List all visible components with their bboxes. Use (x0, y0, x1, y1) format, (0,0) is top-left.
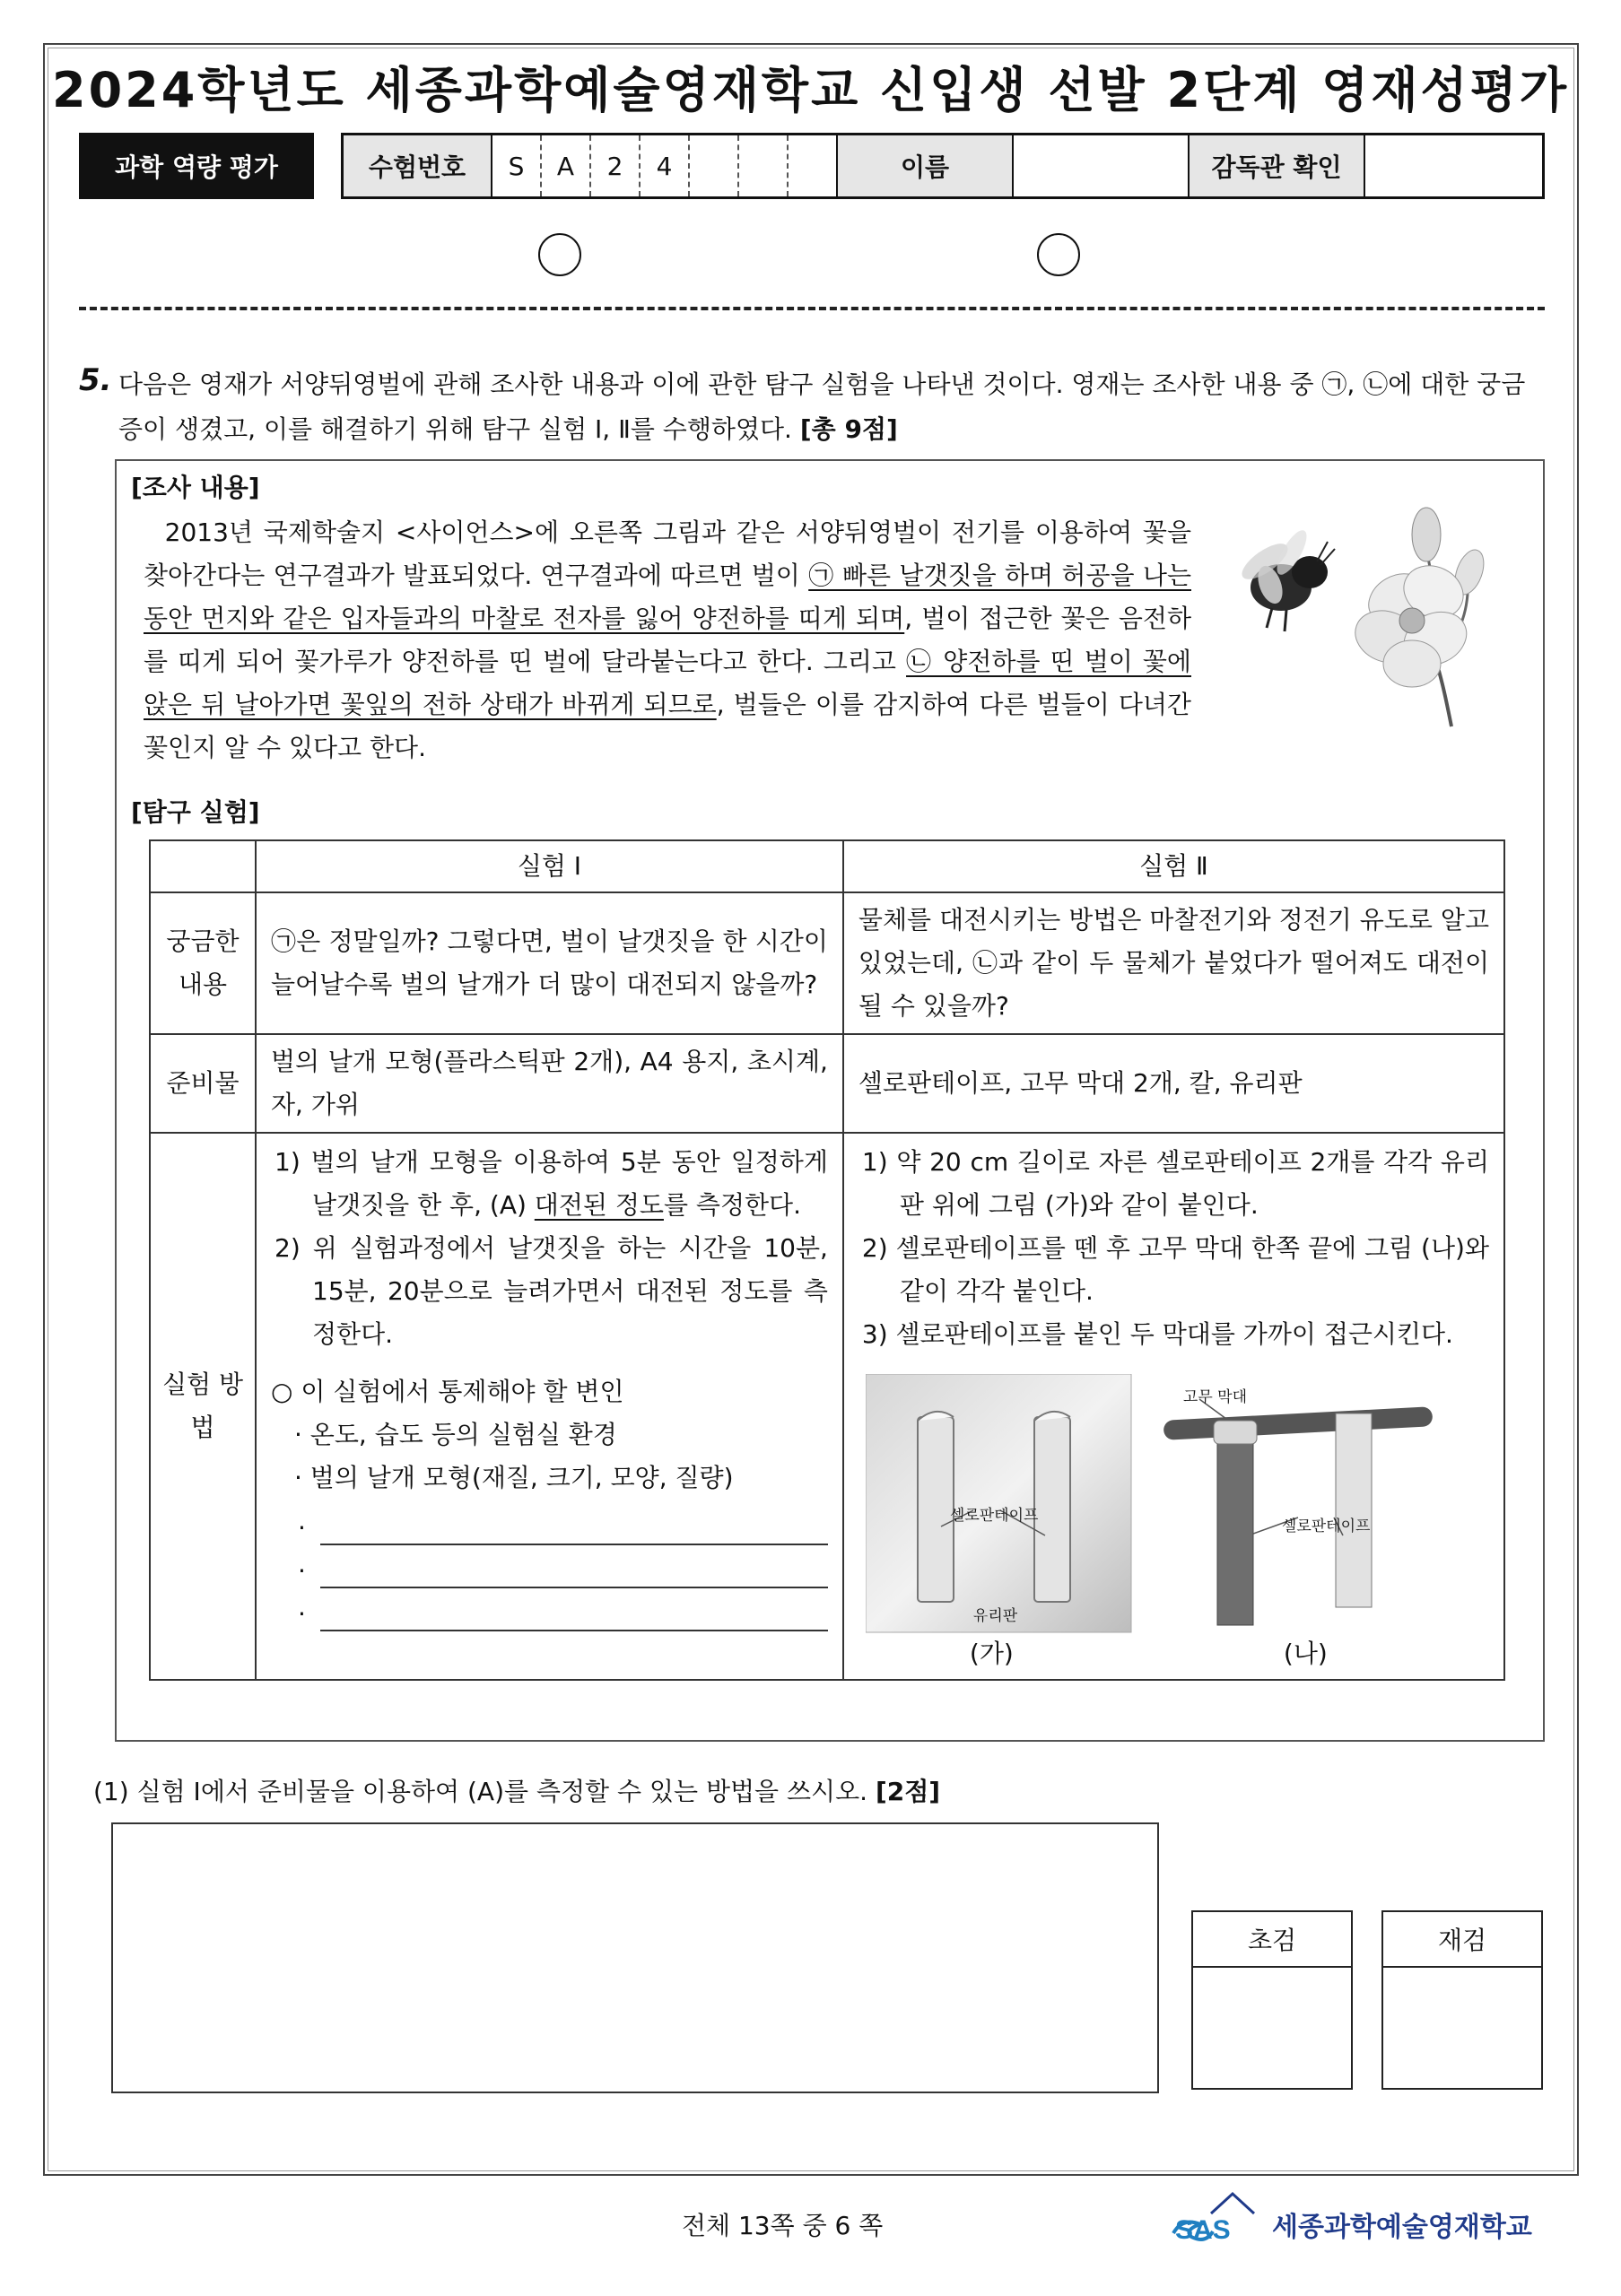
experiment-title: [탐구 실험] (131, 797, 260, 827)
blank-bullet: · (298, 1513, 306, 1543)
row-header-method: 실험 방법 (150, 1133, 256, 1680)
survey-underline-b: ㉡ 양전하를 띤 벌이 꽃에 앉은 뒤 날아가면 꽃잎의 전하 상태가 바뀌게 되므로 (144, 647, 1191, 719)
supervisor-label: 감독관 확인 (1190, 135, 1365, 196)
name-field[interactable] (1014, 135, 1190, 196)
blank-bullet: · (298, 1556, 306, 1586)
first-check-box[interactable] (1191, 1910, 1353, 2090)
exam-number-label: 수험번호 (344, 135, 492, 196)
question-body: 다음은 영재가 서양뒤영벌에 관해 조사한 내용과 이에 관한 탐구 실험을 나타낸 것이다. 영재는 조사한 내용 중 ㉠, ㉡에 대한 궁금증이 생겼고, 이를 해결하기 위해 탐구 실험 Ⅰ, Ⅱ를 수행하였다. (118, 370, 1526, 444)
exp1-step-1 (271, 1141, 828, 1227)
survey-text: , 벌들은 이를 감지하여 다른 벌들이 다녀간 꽃인지 알 수 있다고 한다. (144, 690, 1191, 762)
survey-title: [조사 내용] (131, 473, 260, 502)
answer-box[interactable] (111, 1822, 1159, 2093)
table-corner (150, 840, 256, 892)
control-variables-title: ○ 이 실험에서 통제해야 할 변인 (271, 1377, 624, 1406)
figure-b-caption: (나) (1283, 1639, 1328, 1668)
punch-hole-circle (538, 233, 581, 276)
second-check-box[interactable] (1381, 1910, 1543, 2090)
row-header-materials: 준비물 (150, 1034, 256, 1133)
exp2-step-1: 1) 약 20 cm 길이로 자른 셀로판테이프 2개를 각각 유리판 위에 그림 (가)와 같이 붙인다. (861, 1147, 1489, 1220)
sub-question-points: [2점] (875, 1777, 941, 1806)
col-header-exp2: 실험 Ⅱ (843, 840, 1504, 892)
answer-line[interactable] (320, 1554, 828, 1588)
question-points: [총 9점] (799, 414, 898, 444)
exp1-step-1-tail: 를 측정한다. (663, 1190, 801, 1220)
exam-digit[interactable]: A (542, 135, 591, 196)
figures (858, 1367, 1489, 1668)
exp2-method (843, 1133, 1504, 1680)
exp2-question: 물체를 대전시키는 방법은 마찰전기와 정전기 유도로 알고 있었는데, ㉡과 같이 두 물체가 붙었다가 떨어져도 대전이 될 수 있을까? (843, 892, 1504, 1034)
exp1-step-2: 2) 위 실험과정에서 날갯짓을 하는 시간을 10분, 15분, 20분으로 늘려가면서 대전된 정도를 측정한다. (275, 1233, 828, 1349)
page-number: 전체 13쪽 중 6 쪽 (682, 2211, 884, 2240)
figure-a-caption: (가) (969, 1639, 1014, 1668)
exam-digit[interactable]: 2 (591, 135, 641, 196)
figure-a-tape-label: 셀로판테이프 (949, 1507, 1039, 1525)
exp1-method (256, 1133, 843, 1680)
answer-line[interactable] (320, 1511, 828, 1545)
exam-digit[interactable] (739, 135, 789, 196)
sub-question-text: (1) 실험 Ⅰ에서 준비물을 이용하여 (A)를 측정할 수 있는 방법을 쓰시오. (93, 1777, 868, 1806)
exam-digit[interactable]: 4 (641, 135, 690, 196)
school-name: 세종과학예술영재학교 (1272, 2212, 1532, 2243)
logo-mark: SAS (1175, 2215, 1231, 2245)
experiment-table (149, 839, 1505, 1681)
control-variable-blanks (271, 1507, 828, 1636)
row-header-question: 궁금한 내용 (150, 892, 256, 1034)
control-variable-1: · 온도, 습도 등의 실험실 환경 (294, 1420, 617, 1449)
question-number: 5. (79, 362, 112, 398)
second-check-label: 재검 (1383, 1912, 1541, 1968)
header-row (79, 133, 1545, 199)
survey-text: 2013년 국제학술지 <사이언스>에 오른쪽 그림과 같은 서양뒤영벌이 전기를 이용하여 꽃을 찾아간다는 연구결과가 발표되었다. 연구결과에 따르면 벌이 (144, 517, 1191, 590)
exam-digit[interactable]: S (492, 135, 542, 196)
supervisor-field[interactable] (1365, 135, 1542, 196)
figure-b-rod-label: 고무 막대 (1182, 1388, 1247, 1406)
answer-line[interactable] (320, 1597, 828, 1631)
first-check-label: 초검 (1193, 1912, 1351, 1968)
sub-question (93, 1772, 940, 1808)
survey-content (144, 511, 1191, 770)
exam-info-table (341, 133, 1545, 199)
cut-line (79, 307, 1545, 310)
exam-digit[interactable] (690, 135, 739, 196)
punch-hole-circle (1037, 233, 1080, 276)
exp1-question: ㉠은 정말일까? 그렇다면, 벌이 날갯짓을 한 시간이 늘어날수록 벌의 날개가 더 많이 대전되지 않을까? (256, 892, 843, 1034)
exp2-step-2: 2) 셀로판테이프를 뗀 후 고무 막대 한쪽 끝에 그림 (나)와 같이 각각 붙인다. (861, 1233, 1489, 1306)
blank-line[interactable] (271, 1507, 828, 1550)
figure-a-glass-label: 유리판 (972, 1607, 1018, 1625)
control-variable-2: · 벌의 날개 모형(재질, 크기, 모양, 질량) (294, 1463, 734, 1492)
exp2-materials: 셀로판테이프, 고무 막대 2개, 칼, 유리판 (843, 1034, 1504, 1133)
exp1-step-1-underline: 대전된 정도 (534, 1190, 664, 1220)
blank-line[interactable] (271, 1550, 828, 1593)
name-label: 이름 (838, 135, 1014, 196)
survey-text: , 벌이 접근한 꽃은 음전하를 띠게 되어 꽃가루가 양전하를 띤 벌에 달라붙는다고 한다. 그리고 (144, 604, 1192, 676)
exp1-step-1-text: 1) 벌의 날개 모형을 이용하여 5분 동안 일정하게 날갯짓을 한 후, (A) (275, 1147, 828, 1220)
exam-digit[interactable] (789, 135, 838, 196)
question-text (118, 362, 1545, 452)
survey-underline-a: ㉠ 빠른 날갯짓을 하며 허공을 나는 동안 먼지와 같은 입자들과의 마찰로 전자를 잃어 양전하를 띠게 되며 (144, 561, 1191, 633)
section-tag: 과학 역량 평가 (79, 133, 314, 199)
figure-b-tape-label: 셀로판테이프 (1281, 1518, 1371, 1535)
col-header-exp1: 실험 Ⅰ (256, 840, 843, 892)
exp2-step-3: 3) 셀로판테이프를 붙인 두 막대를 가까이 접근시킨다. (861, 1319, 1453, 1349)
page-title: 2024학년도 세종과학예술영재학교 신입생 선발 2단계 영재성평가 (52, 62, 1569, 118)
exp1-materials: 벌의 날개 모형(플라스틱판 2개), A4 용지, 초시계, 자, 가위 (256, 1034, 843, 1133)
bee-flower-image (1227, 502, 1514, 735)
blank-bullet: · (298, 1599, 306, 1629)
blank-line[interactable] (271, 1593, 828, 1636)
